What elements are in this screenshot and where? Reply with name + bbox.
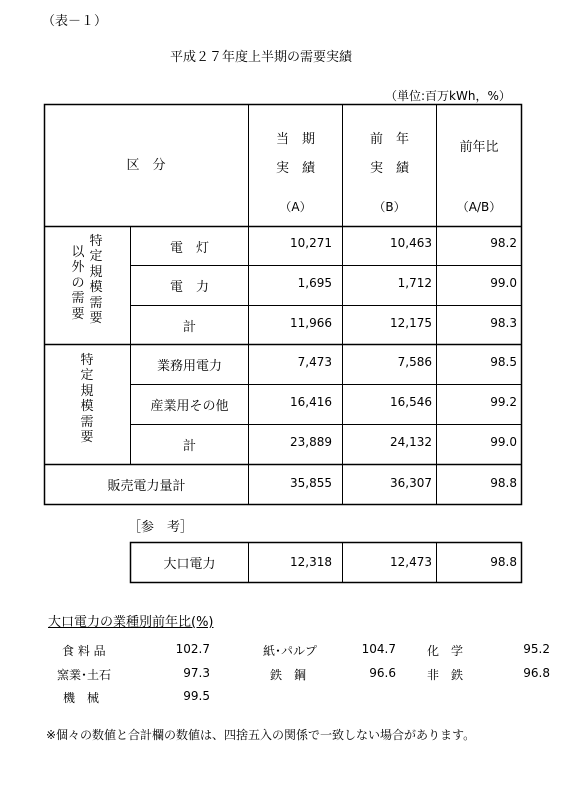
industry-name: 化 学 (427, 644, 464, 658)
row-label-commercial: 業務用電力 (156, 359, 222, 374)
industry-value: 96.8 (523, 666, 550, 680)
header-division: 区 分 (126, 157, 166, 173)
group1-label-char: 要 (89, 311, 103, 327)
row-total-ratio: 98.8 (490, 476, 517, 490)
industry-value: 104.7 (361, 642, 396, 656)
group1-label-char: 需 (89, 295, 103, 311)
reference-current: 12,318 (290, 555, 332, 569)
row-subtotal2-previous: 24,132 (390, 435, 432, 449)
row-commercial-current: 7,473 (297, 355, 332, 369)
unit-label: （単位:百万kWh，%） (385, 89, 511, 103)
header-current-line2: 実 績 (275, 160, 315, 176)
industry-value: 96.6 (369, 666, 396, 680)
group1-label-char: 模 (89, 280, 103, 296)
reference-label: 大口電力 (163, 557, 216, 572)
row-industrial-current: 16,416 (290, 395, 332, 409)
row-industrial-ratio: 99.2 (490, 395, 517, 409)
group1-label-col2 (88, 234, 104, 326)
row-subtotal2-ratio: 99.0 (490, 435, 517, 449)
row-label-power: 電 力 (169, 280, 209, 295)
group1-label-char: 外 (71, 260, 85, 276)
header-previous-line2: 実 績 (369, 160, 409, 176)
industry-heading: 大口電力の業種別前年比(%) (48, 615, 214, 630)
group2-label-char: 規 (80, 383, 94, 399)
row-lighting-ratio: 98.2 (490, 236, 517, 250)
group1-label-char: 特 (89, 234, 103, 249)
group2-label-char: 特 (80, 353, 94, 368)
row-power-ratio: 99.0 (490, 276, 517, 290)
group2-label-char: 模 (80, 399, 94, 415)
row-power-current: 1,695 (297, 276, 332, 290)
page-title: 平成２７年度上半期の需要実績 (170, 50, 353, 65)
reference-ratio: 98.8 (490, 555, 517, 569)
row-industrial-previous: 16,546 (390, 395, 432, 409)
industry-value: 95.2 (523, 642, 550, 656)
header-current-line1: 当 期 (275, 131, 315, 147)
industry-name: 非 鉄 (427, 668, 464, 682)
group1-label-char: 需 (71, 291, 85, 307)
row-subtotal1-previous: 12,175 (390, 316, 432, 330)
header-current-line3: （A） (279, 199, 312, 214)
group2-label (79, 353, 95, 445)
row-power-previous: 1,712 (397, 276, 432, 290)
row-commercial-ratio: 98.5 (490, 355, 517, 369)
header-ratio-line2: （A/B） (456, 199, 502, 214)
row-subtotal1-ratio: 98.3 (490, 316, 517, 330)
industry-name: 紙･パルプ (263, 644, 318, 658)
row-label-subtotal1: 計 (182, 319, 196, 335)
row-subtotal2-current: 23,889 (290, 435, 332, 449)
header-ratio-line1: 前年比 (459, 139, 499, 155)
group2-label-char: 要 (80, 430, 94, 446)
industry-value: 97.3 (183, 666, 210, 680)
row-commercial-previous: 7,586 (397, 355, 432, 369)
header-previous-line1: 前 年 (369, 131, 409, 147)
group1-label-char: の (71, 275, 85, 291)
header-previous-line3: （B） (373, 199, 406, 214)
group1-label-char: 規 (89, 264, 103, 280)
group2-label-char: 定 (80, 368, 94, 384)
table-reference-label: （表－１） (42, 14, 108, 29)
industry-value: 99.5 (183, 689, 210, 703)
group1-label-char: 要 (71, 306, 85, 322)
footnote: ※個々の数値と合計欄の数値は、四捨五入の関係で一致しない場合があります。 (46, 728, 476, 742)
row-total-current: 35,855 (290, 476, 332, 490)
row-lighting-previous: 10,463 (390, 236, 432, 250)
industry-name: 食 料 品 (62, 644, 106, 658)
row-lighting-current: 10,271 (290, 236, 332, 250)
group1-label-char: 定 (89, 249, 103, 265)
group1-label-char: 以 (71, 245, 85, 260)
reference-previous: 12,473 (390, 555, 432, 569)
row-subtotal1-current: 11,966 (290, 316, 332, 330)
industry-name: 窯業･土石 (57, 668, 112, 682)
group1-label-col1 (70, 245, 86, 322)
row-label-lighting: 電 灯 (169, 240, 209, 256)
reference-heading: ［参 考］ (128, 520, 194, 535)
industry-name: 機 械 (63, 691, 100, 705)
row-label-subtotal2: 計 (182, 439, 196, 454)
row-total-previous: 36,307 (390, 476, 432, 490)
row-label-industrial: 産業用その他 (150, 399, 229, 414)
row-label-total: 販売電力量計 (107, 479, 186, 494)
group2-label-char: 需 (80, 414, 94, 430)
industry-value: 102.7 (175, 642, 210, 656)
industry-name: 鉄 鋼 (270, 668, 307, 682)
